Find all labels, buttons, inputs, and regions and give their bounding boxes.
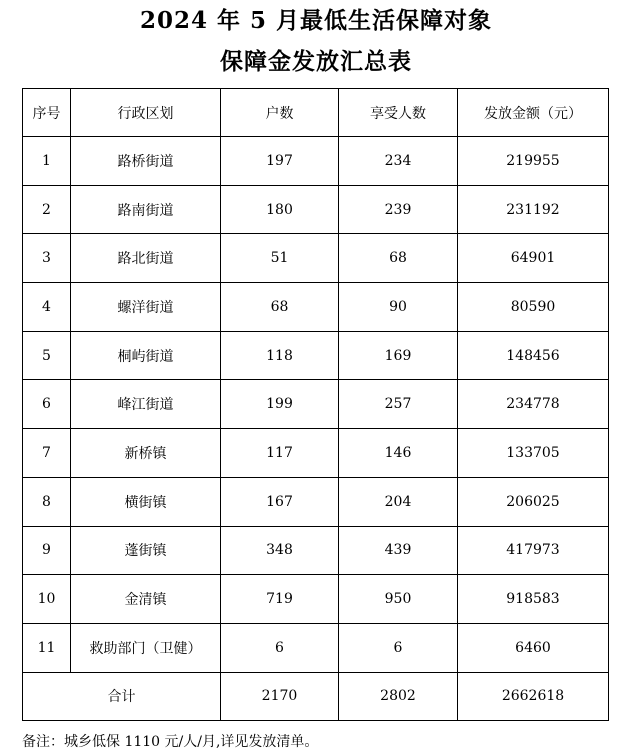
- cell-people: 257: [339, 380, 458, 429]
- cell-district: 路桥街道: [71, 137, 221, 186]
- cell-amount: 6460: [458, 623, 609, 672]
- table-row: [23, 185, 609, 234]
- cell-households: 197: [221, 137, 339, 186]
- cell-district: 横街镇: [71, 477, 221, 526]
- cell-index: 6: [23, 380, 71, 429]
- cell-people: 950: [339, 575, 458, 624]
- table-header-row: [23, 89, 609, 137]
- table-row: [23, 137, 609, 186]
- cell-households: 719: [221, 575, 339, 624]
- cell-index: 3: [23, 234, 71, 283]
- cell-people: 234: [339, 137, 458, 186]
- cell-index: 7: [23, 429, 71, 478]
- cell-district: 峰江街道: [71, 380, 221, 429]
- cell-amount: 234778: [458, 380, 609, 429]
- cell-district: 路北街道: [71, 234, 221, 283]
- document-title-line1: 2024 年 5 月最低生活保障对象: [139, 7, 493, 34]
- cell-amount: 148456: [458, 331, 609, 380]
- cell-amount: 231192: [458, 185, 609, 234]
- table-row: [23, 429, 609, 478]
- cell-people: 90: [339, 283, 458, 332]
- cell-amount: 80590: [458, 283, 609, 332]
- cell-people: 169: [339, 331, 458, 380]
- table-row: [23, 575, 609, 624]
- total-people: 2802: [339, 672, 458, 721]
- cell-index: 4: [23, 283, 71, 332]
- cell-amount: 918583: [458, 575, 609, 624]
- table-row: [23, 234, 609, 283]
- table-row: [23, 623, 609, 672]
- cell-households: 348: [221, 526, 339, 575]
- cell-district: 救助部门（卫健）: [71, 623, 221, 672]
- footnote: 备注：城乡低保 1110 元/人/月,详见发放清单。: [22, 734, 319, 750]
- cell-district: 蓬街镇: [71, 526, 221, 575]
- cell-index: 2: [23, 185, 71, 234]
- cell-district: 新桥镇: [71, 429, 221, 478]
- cell-amount: 219955: [458, 137, 609, 186]
- cell-index: 10: [23, 575, 71, 624]
- table-row: [23, 283, 609, 332]
- cell-people: 146: [339, 429, 458, 478]
- cell-households: 199: [221, 380, 339, 429]
- document-title-line2: 保障金发放汇总表: [220, 48, 412, 75]
- cell-people: 239: [339, 185, 458, 234]
- table-body: [23, 137, 609, 673]
- header-index: 序号: [23, 89, 71, 137]
- cell-index: 11: [23, 623, 71, 672]
- cell-households: 117: [221, 429, 339, 478]
- total-amount: 2662618: [458, 672, 609, 721]
- cell-households: 118: [221, 331, 339, 380]
- cell-district: 桐屿街道: [71, 331, 221, 380]
- cell-people: 204: [339, 477, 458, 526]
- table-row: [23, 331, 609, 380]
- cell-index: 8: [23, 477, 71, 526]
- header-amount: 发放金额（元）: [458, 89, 609, 137]
- cell-amount: 206025: [458, 477, 609, 526]
- cell-index: 5: [23, 331, 71, 380]
- cell-households: 6: [221, 623, 339, 672]
- header-households: 户数: [221, 89, 339, 137]
- header-people: 享受人数: [339, 89, 458, 137]
- cell-people: 439: [339, 526, 458, 575]
- cell-amount: 417973: [458, 526, 609, 575]
- table-row: [23, 526, 609, 575]
- cell-people: 68: [339, 234, 458, 283]
- total-label: 合计: [23, 672, 221, 721]
- cell-households: 167: [221, 477, 339, 526]
- cell-district: 路南街道: [71, 185, 221, 234]
- cell-people: 6: [339, 623, 458, 672]
- table-row: [23, 477, 609, 526]
- cell-index: 9: [23, 526, 71, 575]
- table-row: [23, 380, 609, 429]
- total-row: [23, 672, 609, 721]
- cell-district: 金清镇: [71, 575, 221, 624]
- cell-households: 51: [221, 234, 339, 283]
- header-district: 行政区划: [71, 89, 221, 137]
- summary-table: [22, 88, 609, 721]
- cell-index: 1: [23, 137, 71, 186]
- cell-amount: 133705: [458, 429, 609, 478]
- cell-district: 螺洋街道: [71, 283, 221, 332]
- cell-amount: 64901: [458, 234, 609, 283]
- cell-households: 68: [221, 283, 339, 332]
- cell-households: 180: [221, 185, 339, 234]
- total-households: 2170: [221, 672, 339, 721]
